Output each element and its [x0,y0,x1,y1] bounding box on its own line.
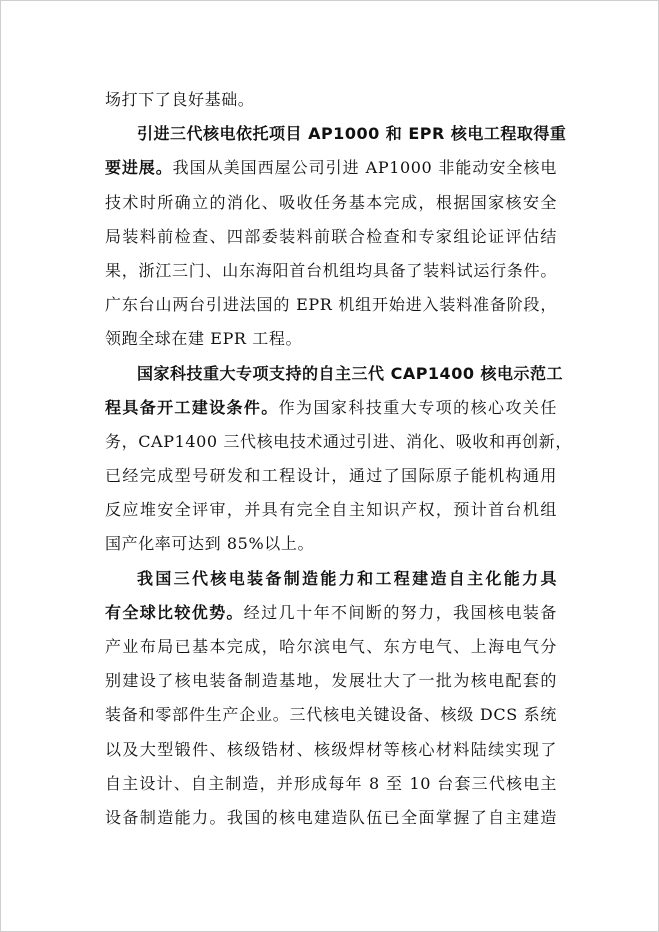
text-run: 别建设了核电装备制造基地，发展壮大了一批为核电配套的 [105,671,557,691]
text-line [105,527,557,561]
text-line [105,801,557,835]
text-line [105,596,557,630]
text-run: 作为国家科技重大专项的核心攻关任 [278,397,557,417]
text-line [105,698,557,732]
text-line [105,83,557,117]
text-line [105,459,557,493]
text-line [105,664,557,698]
text-line [105,493,557,527]
bold-heading-run: 引进三代核电依托项目 AP1000 和 EPR 核电工程取得重 [137,124,567,144]
text-line [105,186,557,220]
bold-heading-run: 程具备开工建设条件。 [105,397,279,417]
text-line [105,220,557,254]
text-line [105,391,557,425]
paragraph-heading-line [105,357,564,391]
text-line [105,288,557,322]
text-run: 反应堆安全评审，并具有完全自主知识产权，预计首台机组 [105,500,557,520]
document-body [105,83,572,835]
text-run: 务，CAP1400 三代核电技术通过引进、消化、吸收和再创新， [105,431,572,451]
paragraph-heading-line [105,562,557,596]
text-run: 已经完成型号研发和工程设计，通过了国际原子能机构通用 [105,466,557,486]
text-run: 以及大型锻件、核级锆材、核级焊材等核心材料陆续实现了 [105,739,557,759]
text-line [105,322,557,356]
text-run: 广东台山两台引进法国的 EPR 机组开始进入装料准备阶段， [105,295,557,315]
text-run: 局装料前检查、四部委装料前联合检查和专家组论证评估结 [105,226,557,246]
text-run: 果，浙江三门、山东海阳首台机组均具备了装料试运行条件。 [105,260,557,280]
bold-heading-run: 要进展。 [105,158,173,178]
text-line [105,733,557,767]
paragraph-heading-line [105,117,567,151]
text-run: 自主设计、自主制造，并形成每年 8 至 10 台套三代核电主 [105,773,557,793]
text-run: 装备和零部件生产企业。三代核电关键设备、核级 DCS 系统 [105,705,557,725]
text-run: 产业布局已基本完成，哈尔滨电气、东方电气、上海电气分 [105,637,557,656]
text-line [105,425,572,459]
text-run: 我国从美国西屋公司引进 AP1000 非能动安全核电 [172,158,557,178]
text-line [105,151,557,185]
text-run: 场打下了良好基础。 [105,90,255,109]
text-run: 技术时所确立的消化、吸收任务基本完成，根据国家核安全 [105,192,557,212]
text-run: 设备制造能力。我国的核电建造队伍已全面掌握了自主建造 [105,807,557,827]
text-line [105,630,557,664]
text-line [105,767,557,801]
text-run: 经过几十年不间断的努力，我国核电装备 [243,602,557,622]
text-run: 国产化率可达到 85%以上。 [105,534,315,554]
text-line [105,254,557,288]
bold-heading-run: 我国三代核电装备制造能力和工程建造自主化能力具 [137,568,557,588]
bold-heading-run: 有全球比较优势。 [105,602,244,622]
text-run: 领跑全球在建 EPR 工程。 [105,329,303,349]
bold-heading-run: 国家科技重大专项支持的自主三代 CAP1400 核电示范工 [137,363,564,383]
